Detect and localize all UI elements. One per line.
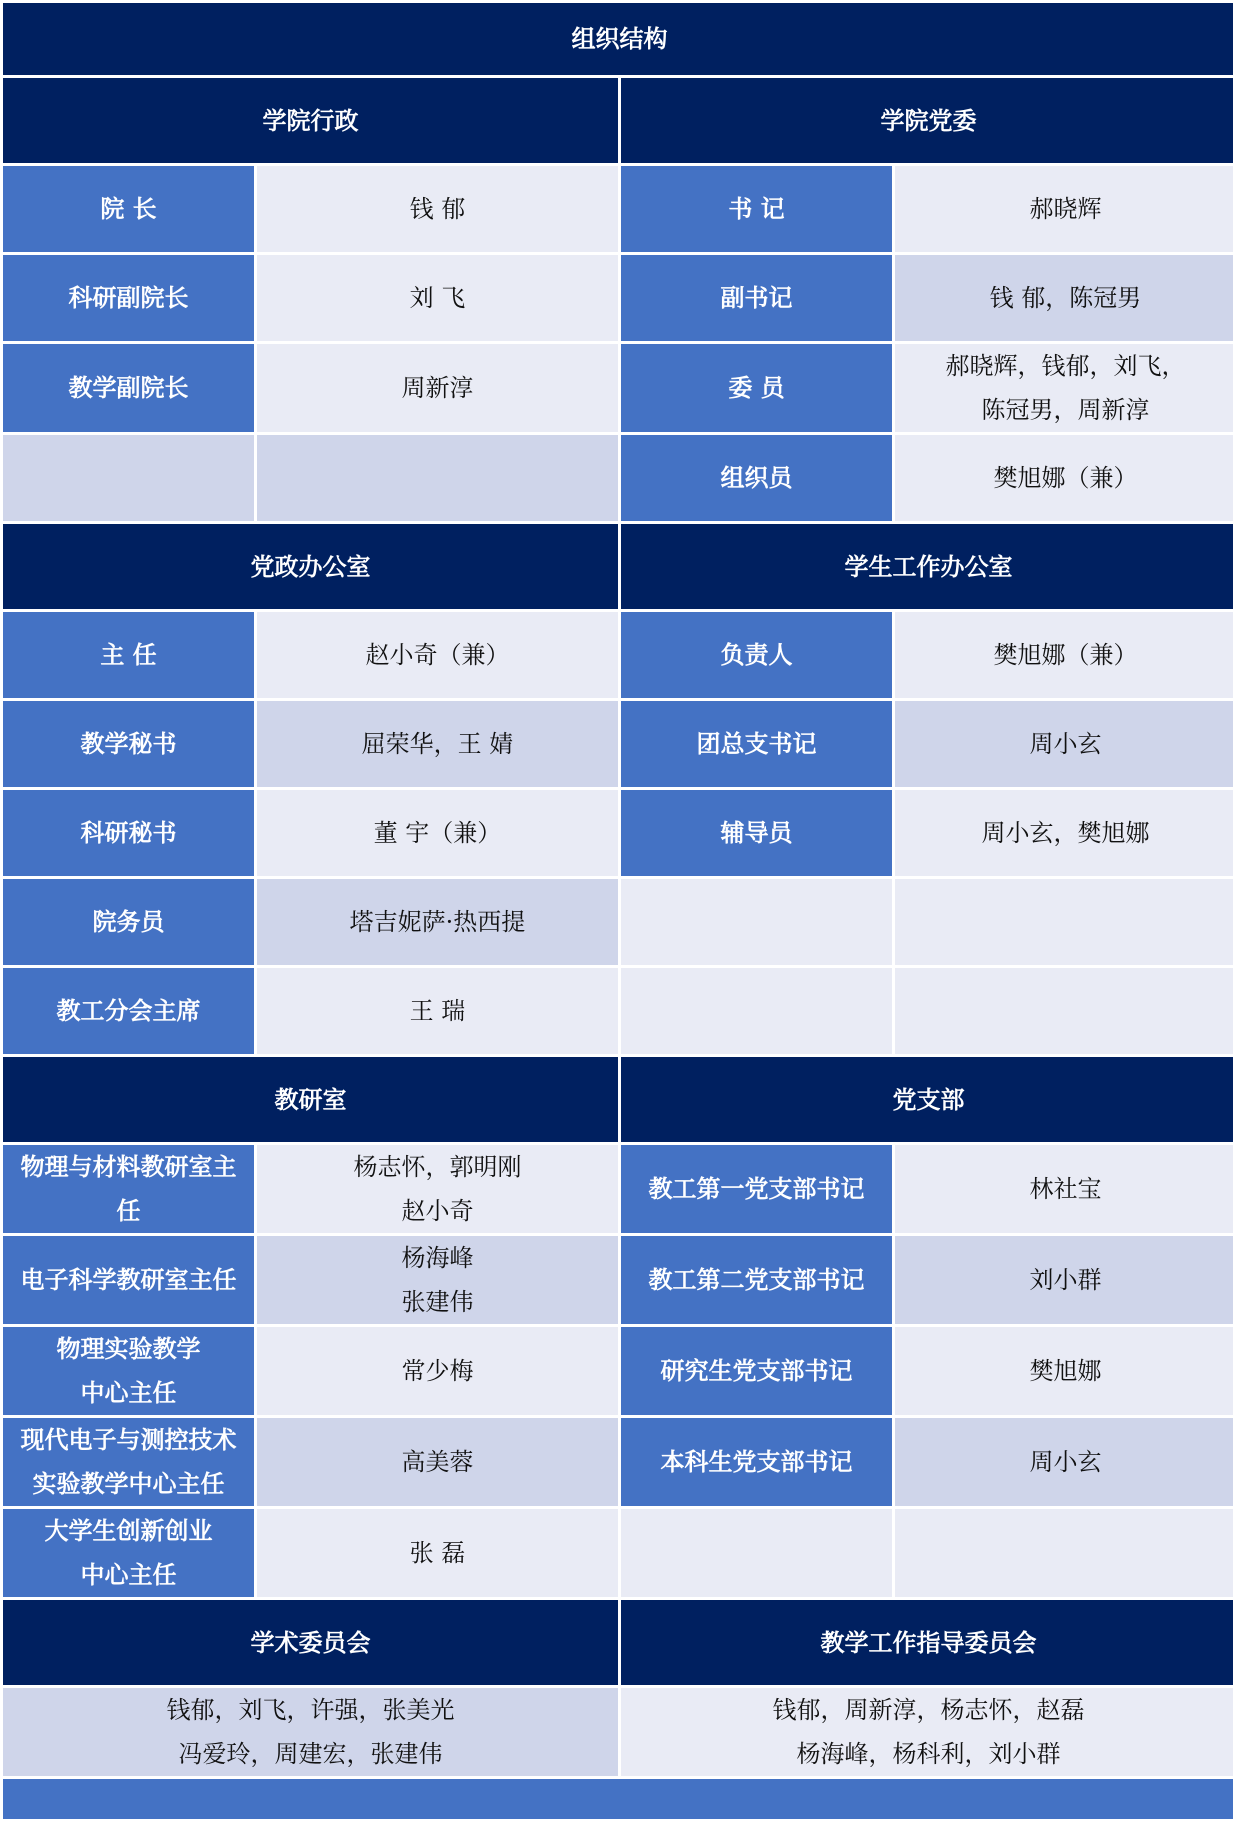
table-row bbox=[3, 1418, 1233, 1506]
party-branch-label: 本科生党支部书记 bbox=[621, 1418, 892, 1506]
section-heading-party-branch: 党支部 bbox=[621, 1057, 1233, 1142]
empty-cell bbox=[257, 435, 618, 521]
page-title: 组织结构 bbox=[3, 3, 1233, 75]
section-header-row bbox=[3, 1057, 1233, 1142]
value-line: 郝晓辉，钱郁，刘飞， bbox=[945, 352, 1186, 380]
teaching-research-label bbox=[3, 1509, 254, 1597]
admin-label: 教学副院长 bbox=[3, 344, 254, 432]
office-value: 赵小奇（兼） bbox=[257, 612, 618, 698]
office-label: 教工分会主席 bbox=[3, 968, 254, 1054]
table-row bbox=[3, 701, 1233, 787]
student-office-value: 周小玄，樊旭娜 bbox=[895, 790, 1233, 876]
party-committee-value: 钱 郁，陈冠男 bbox=[895, 255, 1233, 341]
section-heading-academic-committee: 学术委员会 bbox=[3, 1600, 618, 1685]
empty-cell bbox=[621, 1509, 892, 1597]
office-value: 塔吉妮萨·热西提 bbox=[257, 879, 618, 965]
party-branch-value: 周小玄 bbox=[895, 1418, 1233, 1506]
party-branch-label: 研究生党支部书记 bbox=[621, 1327, 892, 1415]
table-row bbox=[3, 790, 1233, 876]
label-line: 中心主任 bbox=[80, 1378, 177, 1407]
student-office-value: 樊旭娜（兼） bbox=[895, 612, 1233, 698]
label-line: 实验教学中心主任 bbox=[32, 1469, 225, 1498]
table-row bbox=[3, 1688, 1233, 1776]
table-row bbox=[3, 1327, 1233, 1415]
teaching-research-value bbox=[257, 1236, 618, 1324]
teaching-committee-members bbox=[621, 1688, 1233, 1776]
office-label: 教学秘书 bbox=[3, 701, 254, 787]
admin-value: 周新淳 bbox=[257, 344, 618, 432]
label-line: 物理实验教学 bbox=[56, 1334, 201, 1363]
party-branch-value: 樊旭娜 bbox=[895, 1327, 1233, 1415]
teaching-research-label bbox=[3, 1327, 254, 1415]
party-branch-value: 林社宝 bbox=[895, 1145, 1233, 1233]
teaching-research-value bbox=[257, 1145, 618, 1233]
table-row bbox=[3, 344, 1233, 432]
admin-value: 钱 郁 bbox=[257, 166, 618, 252]
section-header-row bbox=[3, 78, 1233, 163]
party-committee-label: 组织员 bbox=[621, 435, 892, 521]
party-committee-label: 委 员 bbox=[621, 344, 892, 432]
footer-row bbox=[3, 1779, 1233, 1819]
admin-label: 科研副院长 bbox=[3, 255, 254, 341]
admin-label: 院 长 bbox=[3, 166, 254, 252]
office-value: 董 宇（兼） bbox=[257, 790, 618, 876]
section-heading-student-office: 学生工作办公室 bbox=[621, 524, 1233, 609]
value-line: 陈冠男，周新淳 bbox=[981, 396, 1150, 424]
empty-cell bbox=[895, 879, 1233, 965]
member-line: 钱郁，周新淳，杨志怀，赵磊 bbox=[772, 1696, 1085, 1724]
student-office-value: 周小玄 bbox=[895, 701, 1233, 787]
teaching-research-value: 高美蓉 bbox=[257, 1418, 618, 1506]
table-row bbox=[3, 879, 1233, 965]
party-branch-label: 教工第二党支部书记 bbox=[621, 1236, 892, 1324]
empty-cell bbox=[621, 968, 892, 1054]
office-label: 科研秘书 bbox=[3, 790, 254, 876]
table-row bbox=[3, 1145, 1233, 1233]
label-line: 任 bbox=[116, 1196, 141, 1225]
value-line: 杨志怀，郭明刚 bbox=[353, 1153, 522, 1181]
party-branch-value: 刘小群 bbox=[895, 1236, 1233, 1324]
empty-cell bbox=[621, 879, 892, 965]
member-line: 冯爱玲，周建宏，张建伟 bbox=[178, 1740, 443, 1768]
teaching-research-label bbox=[3, 1145, 254, 1233]
party-committee-label: 副书记 bbox=[621, 255, 892, 341]
label-line: 中心主任 bbox=[80, 1560, 177, 1589]
section-header-row bbox=[3, 1600, 1233, 1685]
admin-value: 刘 飞 bbox=[257, 255, 618, 341]
office-label: 主 任 bbox=[3, 612, 254, 698]
section-heading-teaching-committee: 教学工作指导委员会 bbox=[621, 1600, 1233, 1685]
member-line: 钱郁，刘飞，许强，张美光 bbox=[166, 1696, 455, 1724]
value-line: 张建伟 bbox=[401, 1288, 474, 1316]
empty-cell bbox=[3, 435, 254, 521]
office-value: 屈荣华，王 婧 bbox=[257, 701, 618, 787]
student-office-label: 辅导员 bbox=[621, 790, 892, 876]
party-committee-value: 郝晓辉 bbox=[895, 166, 1233, 252]
teaching-research-value: 常少梅 bbox=[257, 1327, 618, 1415]
section-header-row bbox=[3, 524, 1233, 609]
empty-cell bbox=[895, 968, 1233, 1054]
label-line: 物理与材料教研室主 bbox=[20, 1152, 237, 1181]
table-row bbox=[3, 166, 1233, 252]
label-line: 现代电子与测控技术 bbox=[20, 1425, 237, 1454]
value-line: 赵小奇 bbox=[401, 1197, 474, 1225]
title-row bbox=[3, 3, 1233, 75]
teaching-research-value: 张 磊 bbox=[257, 1509, 618, 1597]
member-line: 杨海峰，杨科利，刘小群 bbox=[796, 1740, 1061, 1768]
table-row bbox=[3, 612, 1233, 698]
section-heading-admin: 学院行政 bbox=[3, 78, 618, 163]
table-row bbox=[3, 968, 1233, 1054]
footer-bar bbox=[3, 1779, 1233, 1819]
value-line: 杨海峰 bbox=[401, 1244, 474, 1272]
academic-committee-members bbox=[3, 1688, 618, 1776]
section-heading-office: 党政办公室 bbox=[3, 524, 618, 609]
table-row bbox=[3, 255, 1233, 341]
section-heading-teaching-research: 教研室 bbox=[3, 1057, 618, 1142]
table-row bbox=[3, 435, 1233, 521]
table-row bbox=[3, 1236, 1233, 1324]
empty-cell bbox=[895, 1509, 1233, 1597]
student-office-label: 团总支书记 bbox=[621, 701, 892, 787]
label-line: 大学生创新创业 bbox=[44, 1516, 213, 1545]
section-heading-party-committee: 学院党委 bbox=[621, 78, 1233, 163]
party-committee-label: 书 记 bbox=[621, 166, 892, 252]
table-row bbox=[3, 1509, 1233, 1597]
student-office-label: 负责人 bbox=[621, 612, 892, 698]
office-label: 院务员 bbox=[3, 879, 254, 965]
office-value: 王 瑞 bbox=[257, 968, 618, 1054]
party-committee-value bbox=[895, 344, 1233, 432]
teaching-research-label bbox=[3, 1418, 254, 1506]
party-branch-label: 教工第一党支部书记 bbox=[621, 1145, 892, 1233]
teaching-research-label: 电子科学教研室主任 bbox=[3, 1236, 254, 1324]
party-committee-value: 樊旭娜（兼） bbox=[895, 435, 1233, 521]
